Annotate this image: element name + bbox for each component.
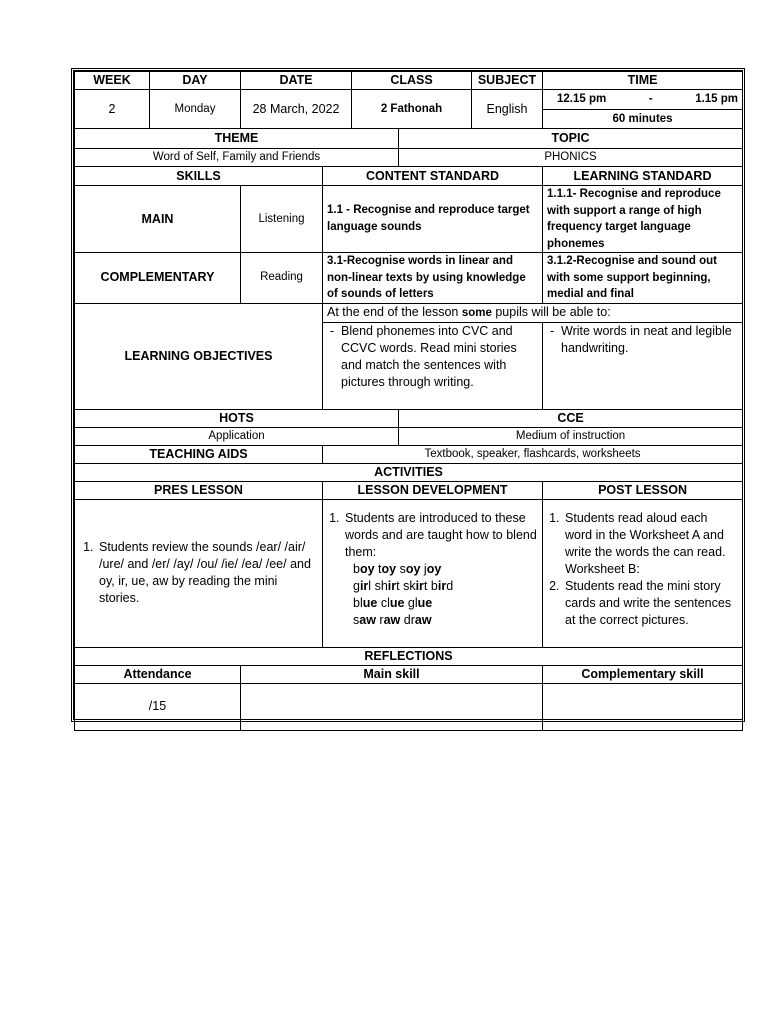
blend-letters: s <box>353 612 360 627</box>
blend-letters: sk <box>403 578 416 593</box>
blend-word <box>381 596 405 610</box>
main-content-standard: 1.1 - Recognise and reproduce target language sounds <box>323 186 543 253</box>
topic-value: PHONICS <box>399 149 743 167</box>
day-header: DAY <box>150 72 241 90</box>
week-value: 2 <box>75 90 150 129</box>
blend-vowel-sound: ir <box>437 578 447 593</box>
blend-word <box>353 579 371 593</box>
main-learning-standard: 1.1.1- Recognise and reproduce with support a range of high frequency target language phonemes <box>543 186 743 253</box>
class-header: CLASS <box>352 72 472 90</box>
complementary-content-standard: 3.1-Recognise words in linear and non-linear texts by using knowledge of sounds of letters <box>323 253 543 304</box>
blend-word <box>379 613 400 627</box>
week-header: WEEK <box>75 72 150 90</box>
blend-vowel-sound: ue <box>362 595 378 610</box>
topic-header: TOPIC <box>399 129 743 149</box>
objectives-intro-some: some <box>461 306 492 319</box>
blend-word <box>424 562 441 576</box>
reflections-header: REFLECTIONS <box>75 647 743 665</box>
attendance-header: Attendance <box>75 665 241 683</box>
theme-value: Word of Self, Family and Friends <box>75 149 399 167</box>
subject-value: English <box>472 90 543 129</box>
blend-letters: bl <box>353 595 363 610</box>
cce-header: CCE <box>399 409 743 427</box>
learning-standard-header: LEARNING STANDARD <box>543 167 743 186</box>
blend-word <box>353 613 376 627</box>
teaching-aids-value: Textbook, speaker, flashcards, worksheets <box>323 445 743 463</box>
blend-vowel-sound: oy <box>405 561 421 576</box>
blend-letters: b <box>430 578 438 593</box>
date-value: 28 March, 2022 <box>241 90 352 129</box>
lesson-development-step-1 <box>343 510 538 629</box>
post-lesson-cell <box>543 499 743 647</box>
blend-word <box>403 579 427 593</box>
post-lesson-header: POST LESSON <box>543 481 743 499</box>
post-lesson-step-1: 1. Students read aloud each word in the Worksheet A and write the words the can read. Worksheet B: <box>563 510 738 578</box>
blend-word <box>431 579 453 593</box>
blend-word-line <box>349 595 538 612</box>
blend-letters: d <box>446 578 454 593</box>
lesson-development-text: Students are introduced to these words and are taught how to blend them: <box>345 510 537 559</box>
time-header: TIME <box>543 72 743 90</box>
objectives-intro <box>323 303 743 322</box>
attendance-value: /15 <box>75 683 241 730</box>
subject-header: SUBJECT <box>472 72 543 90</box>
main-skill-value: Listening <box>241 186 323 253</box>
blend-word <box>353 562 375 576</box>
lesson-plan-sheet <box>71 68 745 722</box>
hots-header: HOTS <box>75 409 399 427</box>
complementary-learning-standard: 3.1.2-Recognise and sound out with some support beginning, medial and final <box>543 253 743 304</box>
blend-word-line <box>349 612 538 629</box>
complementary-skill-value: Reading <box>241 253 323 304</box>
blend-letters: t <box>396 578 400 593</box>
class-value: 2 Fathonah <box>352 90 472 129</box>
blend-word <box>404 613 432 627</box>
time-range <box>543 90 743 110</box>
blend-word <box>400 562 421 576</box>
blend-vowel-sound: aw <box>383 612 401 627</box>
blend-letters: t <box>378 561 382 576</box>
blend-vowel-sound: aw <box>414 612 432 627</box>
teaching-aids-label: TEACHING AIDS <box>75 445 323 463</box>
blend-word <box>378 562 396 576</box>
complementary-skill-reflection <box>543 683 743 730</box>
objective-left-text: - Blend phonemes into CVC and CCVC words. Read mini stories and match the sentences with pictures through writing. <box>341 323 538 391</box>
blend-word-list <box>345 561 538 629</box>
skills-header: SKILLS <box>75 167 323 186</box>
learning-objectives-label: LEARNING OBJECTIVES <box>75 303 323 409</box>
duration-value: 60 minutes <box>543 110 743 129</box>
post-lesson-step-2: 2. Students read the mini story cards and write the sentences at the correct pictures. <box>563 578 738 629</box>
blend-vowel-sound: ir <box>415 578 424 593</box>
main-skill-header: Main skill <box>241 665 543 683</box>
blend-word <box>353 596 377 610</box>
lesson-development-header: LESSON DEVELOPMENT <box>323 481 543 499</box>
blend-vowel-sound: oy <box>381 561 397 576</box>
complementary-skill-header: Complementary skill <box>543 665 743 683</box>
blend-letters: gl <box>407 595 418 610</box>
content-standard-header: CONTENT STANDARD <box>323 167 543 186</box>
lesson-plan-table <box>74 71 743 731</box>
lesson-development-cell <box>323 499 543 647</box>
blend-vowel-sound: oy <box>359 561 375 576</box>
blend-vowel-sound: ue <box>389 595 405 610</box>
blend-letters: j <box>423 561 427 576</box>
blend-vowel-sound: ue <box>417 595 433 610</box>
objectives-intro-c: pupils will be able to: <box>491 304 611 319</box>
blend-word-line <box>349 578 538 595</box>
date-header: DATE <box>241 72 352 90</box>
blend-word <box>408 596 432 610</box>
blend-letters: b <box>353 561 360 576</box>
blend-letters: s <box>399 561 406 576</box>
blend-letters: g <box>353 578 360 593</box>
blend-vowel-sound: ir <box>387 578 397 593</box>
main-skill-reflection <box>241 683 543 730</box>
blend-vowel-sound: oy <box>426 561 442 576</box>
objective-right <box>543 322 743 409</box>
blend-word-line <box>349 561 538 578</box>
cce-value: Medium of instruction <box>399 427 743 445</box>
objectives-intro-a: At the end of the lesson <box>327 304 462 319</box>
pre-lesson-cell <box>75 499 323 647</box>
blend-vowel-sound: ir <box>359 578 369 593</box>
blend-vowel-sound: aw <box>359 612 376 627</box>
blend-letters: sh <box>374 578 388 593</box>
main-skill-label: MAIN <box>75 186 241 253</box>
blend-letters: r <box>379 612 384 627</box>
pre-lesson-step-1: 1. Students review the sounds /ear/ /air/ /ure/ and /er/ /ay/ /ou/ /ie/ /ea/ /ee/ and oy, ir, ue, aw by reading the mini stories. <box>97 539 318 607</box>
objective-left <box>323 322 543 409</box>
blend-letters: l <box>368 578 372 593</box>
objective-right-text: - Write words in neat and legible handwriting. <box>561 323 738 357</box>
hots-value: Application <box>75 427 399 445</box>
day-value: Monday <box>150 90 241 129</box>
activities-header: ACTIVITIES <box>75 463 743 481</box>
blend-letters: t <box>423 578 428 593</box>
pre-lesson-header: PRES LESSON <box>75 481 323 499</box>
time-start: 12.15 pm <box>557 93 607 105</box>
blend-letters: dr <box>403 612 415 627</box>
complementary-skill-label: COMPLEMENTARY <box>75 253 241 304</box>
blend-word <box>375 579 400 593</box>
time-separator: - <box>648 93 653 105</box>
time-end: 1.15 pm <box>695 93 739 105</box>
theme-header: THEME <box>75 129 399 149</box>
blend-letters: cl <box>380 595 390 610</box>
